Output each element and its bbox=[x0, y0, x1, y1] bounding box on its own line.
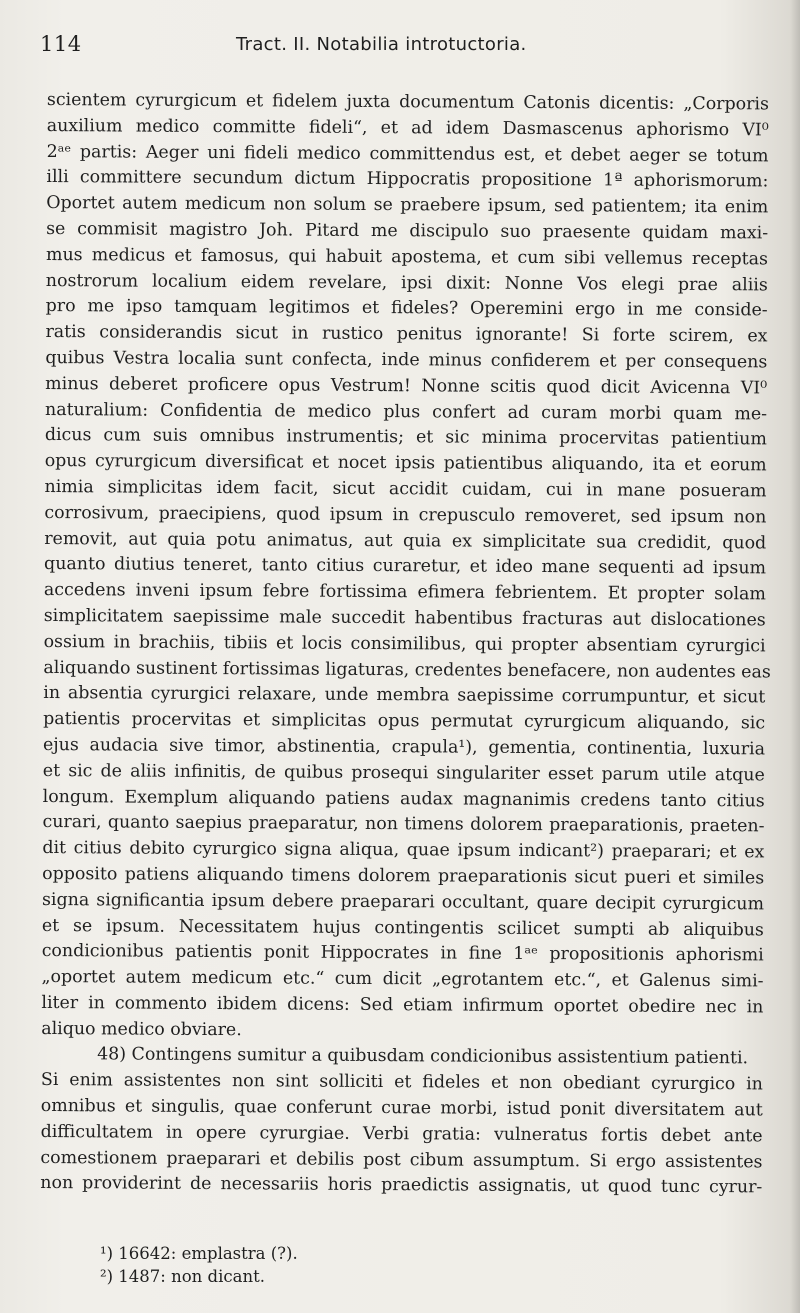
text-line: quibus Vestra localia sunt confecta, inde minus confiderem et per consequens bbox=[45, 347, 768, 373]
body-text bbox=[40, 88, 769, 1202]
text-line: dit citius debito cyrurgico signa aliqua, quae ipsum indicant²) praeparari; et ex bbox=[42, 838, 765, 863]
text-line: mus medicus et famosus, qui habuit apostema, et cum sibi vellemus receptas bbox=[45, 244, 769, 270]
text-line: et se ipsum. Necessitatem hujus contingentis scilicet sumpti ab aliquibus bbox=[41, 915, 764, 940]
text-line: ejus audacia sive timor, abstinentia, crapula¹), gementia, continentia, luxuria bbox=[42, 734, 766, 760]
text-line: scientem cyrurgicum et fidelem juxta documentum Catonis dicentis: „Corporis bbox=[46, 89, 769, 115]
text-line: opus cyrurgicum diversificat et nocet ipsis patientibus aliquando, ita et eorum bbox=[44, 451, 767, 476]
text-line: illi committere secundum dictum Hippocratis propositione 1ª aphorismorum: bbox=[46, 167, 769, 192]
text-line: nimia simplicitas idem facit, sicut accidit cuidam, cui in mane posueram bbox=[44, 476, 767, 502]
text-line: Si enim assistentes non sint solliciti et fideles et non obediant cyrurgico in bbox=[40, 1070, 763, 1095]
text-line: omnibus et singulis, quae conferunt curae morbi, istud ponit diversitatem aut bbox=[40, 1096, 763, 1121]
text-line: opposito patiens aliquando timens dolorem praeparationis sicut pueri et similes bbox=[42, 863, 765, 889]
text-line: aliquo medico obviare. bbox=[41, 1018, 242, 1040]
text-line: 2ᵃᵉ partis: Aeger uni fideli medico committendus est, et debet aeger se totum bbox=[46, 141, 769, 167]
text-line: in absentia cyrurgici relaxare, unde membra saepissime corrumpuntur, et sicut bbox=[43, 683, 766, 708]
text-line: aliquando sustinent fortissimas ligaturas, credentes benefacere, non audentes eas bbox=[43, 657, 771, 682]
text-line: ratis considerandis sicut in rustico penitus ignorante! Si forte scirem, ex bbox=[45, 322, 768, 347]
text-line: patientis procervitas et simplicitas opus permutat cyrurgicum aliquando, sic bbox=[43, 709, 766, 734]
text-line: liter in commento ibidem dicens: Sed etiam infirmum oportet obedire nec in bbox=[41, 992, 764, 1018]
footnote-2: ²) 1487: non dicant. bbox=[100, 1267, 265, 1286]
text-line: „oportet autem medicum etc.“ cum dicit „egrotantem etc.“, et Galenus simi- bbox=[41, 967, 764, 992]
text-line: quanto diutius teneret, tanto citius curaretur, et ideo mane sequenti ad ipsum bbox=[44, 554, 767, 579]
running-head bbox=[40, 30, 760, 60]
page-number: 114 bbox=[40, 32, 82, 56]
footnote-1: ¹) 16642: emplastra (?). bbox=[100, 1244, 298, 1263]
text-line: non providerint de necessariis horis praedictis assignatis, ut quod tunc cyrur- bbox=[40, 1173, 763, 1198]
text-line: Oportet autem medicum non solum se praebere ipsum, sed patientem; ita enim bbox=[46, 193, 769, 218]
running-title: Tract. II. Notabilia introtuctoria. bbox=[236, 34, 527, 55]
text-line: difficultatem in opere cyrurgiae. Verbi gratia: vulneratus fortis debet ante bbox=[40, 1121, 763, 1147]
text-line: comestionem praeparari et debilis post cibum assumptum. Si ergo assistentes bbox=[40, 1147, 763, 1173]
text-line: 48) Contingens sumitur a quibusdam condicionibus assistentium patienti. bbox=[97, 1044, 749, 1069]
text-line: minus deberet proficere opus Vestrum! Nonne scitis quod dicit Avicenna VI⁰ bbox=[45, 373, 768, 399]
text-line: auxilium medico committe fideli“, et ad idem Dasmascenus aphorismo VI⁰ bbox=[46, 115, 769, 141]
text-line: et sic de aliis infinitis, de quibus prosequi singulariter esset parum utile atque bbox=[42, 760, 765, 786]
scan-edge-shadow bbox=[790, 0, 800, 1313]
text-line: naturalium: Confidentia de medico plus confert ad curam morbi quam me- bbox=[44, 399, 768, 424]
text-line: simplicitatem saepissime male succedit habentibus fracturas aut dislocationes bbox=[43, 605, 766, 631]
text-line: se commisit magistro Joh. Pitard me discipulo suo praesente quidam maxi- bbox=[46, 218, 769, 244]
text-line: pro me ipso tamquam legitimos et fideles? Operemini ergo in me conside- bbox=[45, 296, 768, 321]
text-line: longum. Exemplum aliquando patiens audax magnanimis credens tanto citius bbox=[42, 786, 765, 811]
text-line: ossium in brachiis, tibiis et locis consimilibus, qui propter absentiam cyrurgici bbox=[43, 631, 766, 657]
footnotes bbox=[100, 1242, 600, 1288]
text-line: accedens inveni ipsum febre fortissima efimera febrientem. Et propter solam bbox=[43, 580, 766, 605]
text-line: condicionibus patientis ponit Hippocrates in fine 1ᵃᵉ propositionis aphorismi bbox=[41, 941, 764, 966]
text-line: corrosivum, praecipiens, quod ipsum in crepusculo removeret, sed ipsum non bbox=[44, 502, 767, 528]
text-line: curari, quanto saepius praeparatur, non timens dolorem praeparationis, praeten- bbox=[42, 812, 765, 837]
text-line: dicus cum suis omnibus instrumentis; et sic minima procervitas patientium bbox=[44, 425, 767, 450]
text-line: nostrorum localium eidem revelare, ipsi dixit: Nonne Vos elegi prae aliis bbox=[45, 270, 768, 295]
text-line: signa significantia ipsum debere praeparari occultant, quare decipit cyrurgicum bbox=[41, 889, 765, 915]
text-line: removit, aut quia potu animatus, aut quia ex simplicitate sua credidit, quod bbox=[44, 528, 767, 553]
